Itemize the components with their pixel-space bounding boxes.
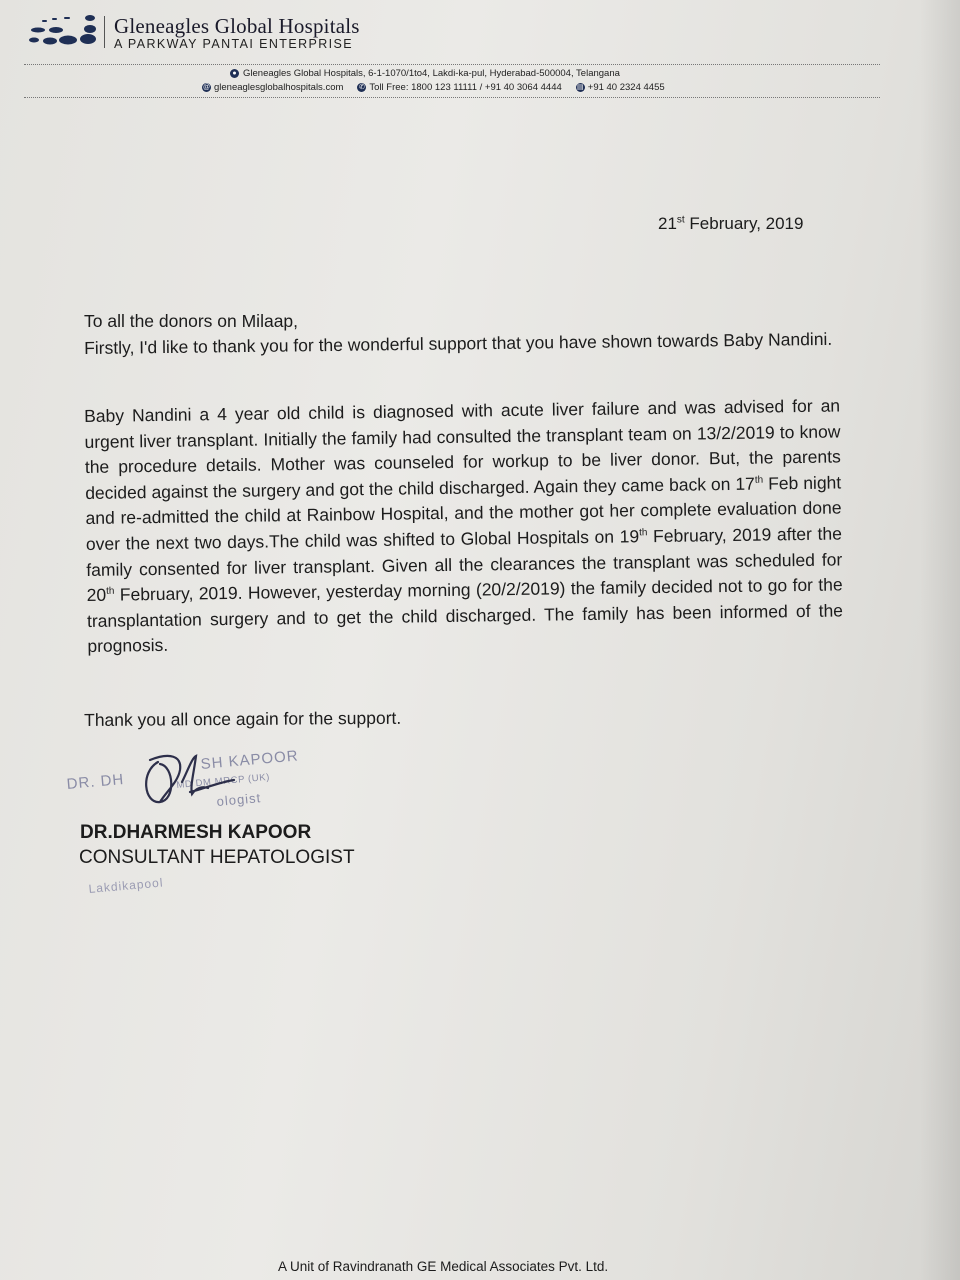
contact-line [202, 82, 665, 93]
stamp-name-end: SH KAPOOR [200, 747, 300, 773]
date-day: 21 [658, 214, 677, 233]
location-icon: ● [230, 69, 239, 78]
paragraph-case-details [84, 393, 843, 659]
phone-icon: ✆ [358, 84, 365, 91]
date-rest: February, 2019 [684, 214, 804, 233]
stamp-qualifications: MD DM MRCP (UK) [176, 771, 271, 791]
closing-line: Thank you all once again for the support. [84, 707, 402, 730]
logo-mark [26, 14, 98, 50]
logo-divider [104, 16, 105, 48]
stamp-location: Lakdikapool [88, 875, 164, 896]
case-sup-3: th [106, 585, 115, 598]
address-line [230, 68, 620, 79]
footer-text: A Unit of Ravindranath GE Medical Associates Pvt. Ltd. [278, 1259, 609, 1274]
fax-icon: ▤ [576, 84, 584, 91]
brand-name: Gleneagles Global Hospitals [114, 14, 360, 38]
signer-title: CONSULTANT HEPATOLOGIST [79, 847, 355, 868]
case-text-3: February, 2019 after the family consented for liver transplant. Given all the clearances the transplant was scheduled for 20 [86, 523, 843, 606]
stamp-name-start: DR. DH [66, 770, 125, 793]
signature [130, 742, 250, 822]
signer-name: DR.DHARMESH KAPOOR [80, 822, 312, 843]
letter-date [658, 214, 803, 234]
case-text-1: Baby Nandini a 4 year old child is diagnosed with acute liver failure and was advised for an urgent liver transplant. Initially the family had consulted the transplant team on 13/2/2019 to know the procedure details. Mother was counseled for workup to be liver donor. But, the parents decided against the surgery and got the child discharged. Again they came back on 17 [84, 395, 841, 503]
header-rule-top [24, 64, 880, 65]
stamp-specialty: ologist [216, 790, 262, 809]
salutation: To all the donors on Milaap, [84, 311, 299, 331]
fax-text: +91 40 2324 4455 [587, 82, 665, 93]
address-text: Gleneagles Global Hospitals, 6-1-1070/1to4, Lakdi-ka-pul, Hyderabad-500004, Telangana [243, 68, 620, 79]
paragraph-thanks: Firstly, I'd like to thank you for the wonderful support that you have shown towards Baby Nandini. [84, 328, 833, 358]
date-suffix: st [676, 214, 685, 226]
toll-free-text: Toll Free: 1800 123 11111 / +91 40 3064 4444 [369, 82, 562, 93]
case-sup-2: th [638, 527, 648, 539]
header-rule-bottom [24, 97, 880, 98]
case-text-2: Feb night and re-admitted the child at Rainbow Hospital, and the mother got her complete evaluation done over the next two days.The child was shifted to Global Hospitals on 19 [85, 472, 842, 554]
case-text-4: February, 2019. However, yesterday morning (20/2/2019) the family decided not to go for the transplantation surgery and to get the child discharged. The family has been informed of the prognosis. [86, 574, 844, 657]
web-icon: @ [202, 84, 211, 91]
case-sup-1: th [754, 474, 764, 486]
website-text: gleneaglesglobalhospitals.com [214, 82, 344, 93]
brand-tagline: A PARKWAY PANTAI ENTERPRISE [114, 37, 354, 51]
